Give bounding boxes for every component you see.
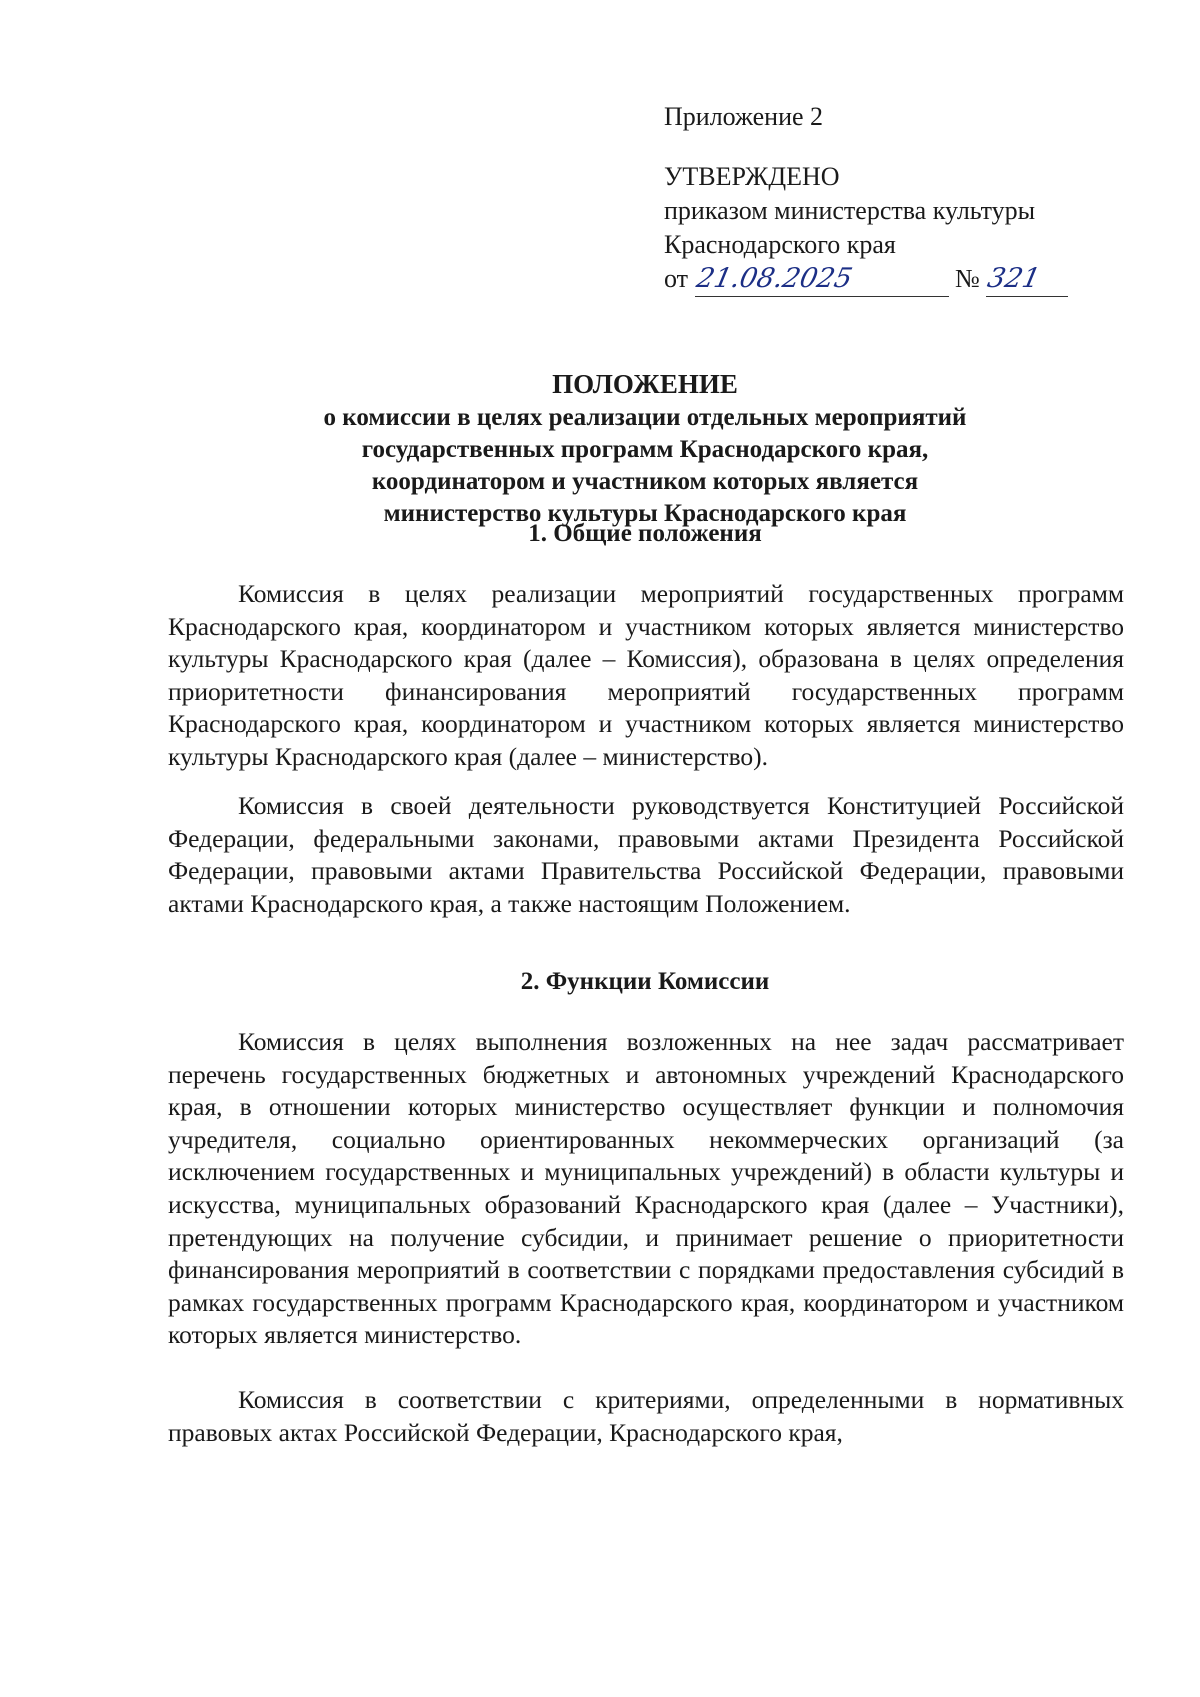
approved-region: Краснодарского края [664, 230, 896, 259]
date-prefix: от [664, 264, 689, 293]
title-main: ПОЛОЖЕНИЕ [552, 369, 738, 399]
section-2-paragraph-1: Комиссия в целях выполнения возложенных на нее задач рассматривает перечень государственных бюджетных и автономных учреждений Краснодарского края, в отношении которых министерство осуществляет функции и полномочия учредителя, социально ориентированных некоммерческих организаций (за исключением государственных и муниципальных учреждений) в области культуры и искусства, муниципальных образований Краснодарского края (далее – Участники), претендующих на получение субсидии, и принимает решение о приоритетности финансирования мероприятий в соответствии с порядками предоставления субсидий в рамках государственных программ Краснодарского края, координатором и участником которых является министерство. [168, 1027, 1124, 1350]
title-line-1: о комиссии в целях реализации отдельных мероприятий [323, 404, 967, 431]
section-1-paragraph-1: Комиссия в целях реализации мероприятий государственных программ Краснодарского края, координатором и участником которых является министерство культуры Краснодарского края (далее – Комиссия), образована в целях определения приоритетности финансирования мероприятий государственных программ Краснодарского края, координатором и участником которых является министерство культуры Краснодарского края (далее – министерство). [168, 579, 1124, 771]
document-title [150, 366, 1140, 530]
section-2-paragraph-2: Комиссия в соответствии с критериями, определенными в нормативных правовых актах Российской Федерации, Краснодарского края, [168, 1385, 1124, 1447]
handwritten-date: 21.08.2025 [695, 262, 949, 297]
approved-stamp-label: УТВЕРЖДЕНО [664, 162, 840, 191]
appendix-label: Приложение 2 [664, 102, 824, 131]
title-line-2: государственных программ Краснодарского края, [361, 436, 929, 463]
number-label: № [955, 264, 980, 293]
title-line-4: министерство культуры Краснодарского края [383, 500, 907, 527]
handwritten-number: 321 [986, 262, 1068, 297]
section-1-heading: 1. Общие положения [528, 520, 762, 547]
section-1-paragraph-2: Комиссия в своей деятельности руководствуется Конституцией Российской Федерации, федеральными законами, правовыми актами Президента Российской Федерации, правовыми актами Правительства Российской Федерации, правовыми актами Краснодарского края, а также настоящим Положением. [168, 791, 1124, 918]
approval-block [664, 100, 1084, 297]
order-date-number-line [664, 262, 1084, 297]
section-2-heading: 2. Функции Комиссии [520, 968, 770, 995]
title-line-3: координатором и участником которых является [371, 468, 919, 495]
approved-by-order: приказом министерства культуры [664, 196, 1036, 225]
